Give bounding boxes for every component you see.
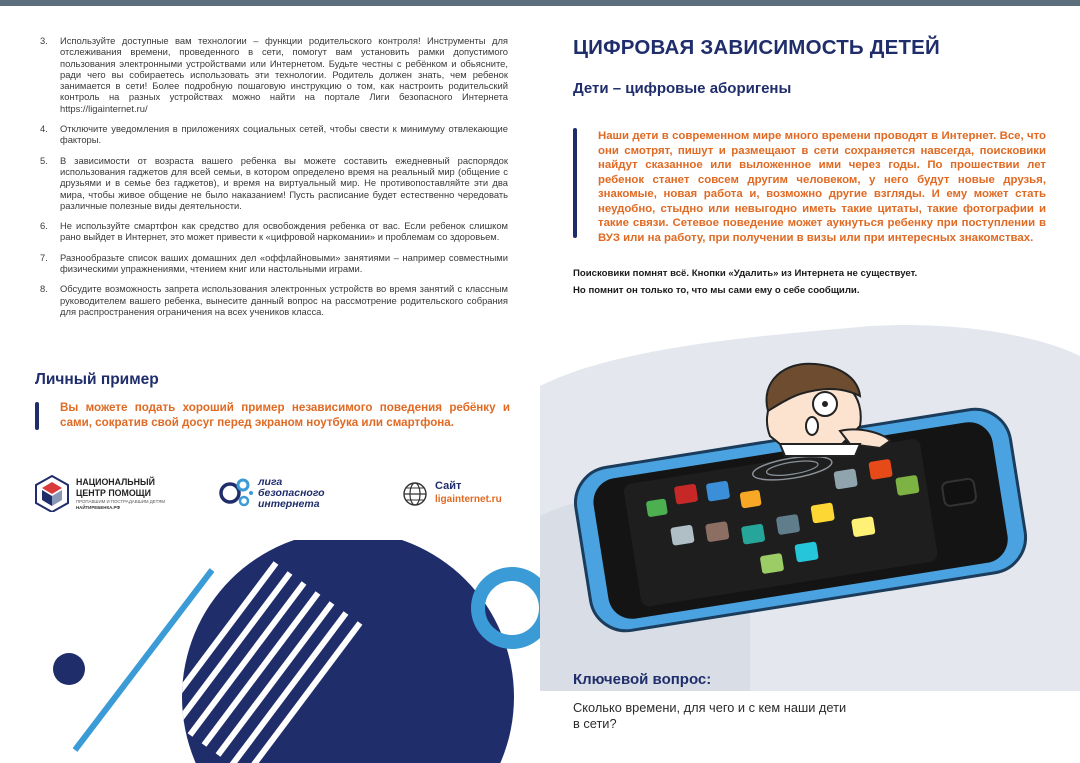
- site-url[interactable]: ligainternet.ru: [435, 494, 502, 505]
- list-item-number: 4.: [40, 123, 48, 135]
- personal-example-text: Вы можете подать хороший пример независимого поведения ребёнку и сами, сократив свой досуг перед экраном ноутбука или смартфона.: [60, 401, 510, 429]
- list-item: [40, 252, 508, 275]
- list-item-text: Разнообразьте список ваших домашних дел «оффлайновыми» занятиями – например совместными физическими упражнениями, чтением книг или настольными играми.: [60, 251, 508, 275]
- ncp-logo-icon: [33, 474, 71, 512]
- list-item: [40, 123, 508, 146]
- site-label: Сайт: [435, 480, 462, 492]
- statement-line-1: Поисковики помнят всё. Кнопки «Удалить» из Интернета не существует.: [573, 268, 918, 279]
- ncp-subtitle: ПРОПАВШИМ И ПОСТРАДАВШИМ ДЕТЯМ: [76, 499, 166, 504]
- quote-text: Наши дети в современном мире много времени проводят в Интернет. Все, что они смотрят, пишут и размещают в сети сохраняется навсегда, поисковики найдут сказанное или выложенное ими через годы. По прошествии лет ребенок станет совсем другим человеком, у него будут новые друзья, знакомые, новая работа и, возможно другие взгляды. И ему может стать неудобно, стыдно или невыгодно иметь такие цитаты, такие фотографии и такие связи. Сетевое поведение может аукнуться ребенку при поступлении в ВУЗ или на работу, при получении в визы или при интересных знакомствах.: [598, 130, 1046, 244]
- tips-list: [40, 35, 508, 326]
- globe-icon: [402, 481, 428, 507]
- liga-name: лига безопасного интернета: [258, 476, 325, 510]
- list-item-number: 5.: [40, 154, 48, 166]
- ncp-site: НАЙТИРЕБЕНКА.РФ: [76, 505, 121, 510]
- list-item-text: В зависимости от возраста вашего ребенка вы можете составить ежедневный распорядок использования гаджетов для всей семьи, в котором определено время на реальный мир (общение с друзьями и в семье без гаджетов), и время на виртуальный мир. Не противопоставляйте эти два мира, чтобы живое общение не было наказанием! Пусть расписание будет естественно чередовать различные полезные виды деятельности.: [60, 154, 508, 211]
- list-item: [40, 35, 508, 114]
- personal-example-title: Личный пример: [35, 371, 159, 388]
- list-item: [40, 155, 508, 211]
- key-question-title: Ключевой вопрос:: [573, 671, 712, 688]
- list-item: [40, 220, 508, 243]
- site-block: [402, 480, 522, 510]
- statement-line-2: Но помнит он только то, что мы сами ему о себе сообщили.: [573, 285, 860, 296]
- key-question-text: Сколько времени, для чего и с кем наши дети в сети?: [573, 700, 847, 731]
- phone-illustration: [540, 316, 1080, 691]
- list-item-number: 8.: [40, 283, 48, 295]
- page-title: ЦИФРОВАЯ ЗАВИСИМОСТЬ ДЕТЕЙ: [573, 36, 940, 59]
- list-item-text: Обсудите возможность запрета использования электронных устройств во время занятий с классным руководителем вашего ребенка, вынесите данный вопрос на рассмотрение родительского собрания для распространения ограничения на всех учеников класса.: [60, 283, 508, 317]
- top-border: [0, 0, 1080, 6]
- small-navy-dot: [53, 653, 85, 685]
- list-item-number: 7.: [40, 251, 48, 263]
- accent-bar: [573, 128, 577, 238]
- list-item-number: 3.: [40, 35, 48, 46]
- list-item: [40, 283, 508, 317]
- liga-logo: [218, 473, 338, 518]
- home-button: [941, 478, 976, 507]
- ncp-logo: [33, 470, 193, 520]
- section-subtitle: Дети – цифровые аборигены: [573, 80, 792, 97]
- accent-bar: [35, 402, 39, 430]
- decorative-shapes: [0, 540, 540, 763]
- list-item-text: Не используйте смартфон как средство для освобождения ребенка от вас. Если ребенок слишком рано выйдет в Интернет, это может привести к «цифровой наркомании» и проблемам со здоровьем.: [60, 220, 508, 243]
- ncp-name: НАЦИОНАЛЬНЫЙ ЦЕНТР ПОМОЩИ: [76, 477, 155, 498]
- list-item-text: Используйте доступные вам технологии – функции родительского контроля! Инструменты для отслеживания времени, проведенного в сети, помогут вам установить рамки допустимого пользования электронными устройствами или Интернетом. Будьте честны с ребёнком и обьясните, ради чего вы собираетесь использовать эти технологии. Родитель должен знать, чем ребенок занимается в сети! Более подробную пошаговую инструкцию о том, как настроить родительский контроль на разных устройствах можно найти на портале Лиги безопасного Интернета https://ligainternet.ru/: [60, 35, 508, 114]
- liga-logo-icon: [218, 475, 254, 511]
- list-item-text: Отключите уведомления в приложениях социальных сетей, чтобы свести к минимуму отвлекающие факторы.: [60, 123, 508, 146]
- list-item-number: 6.: [40, 220, 48, 232]
